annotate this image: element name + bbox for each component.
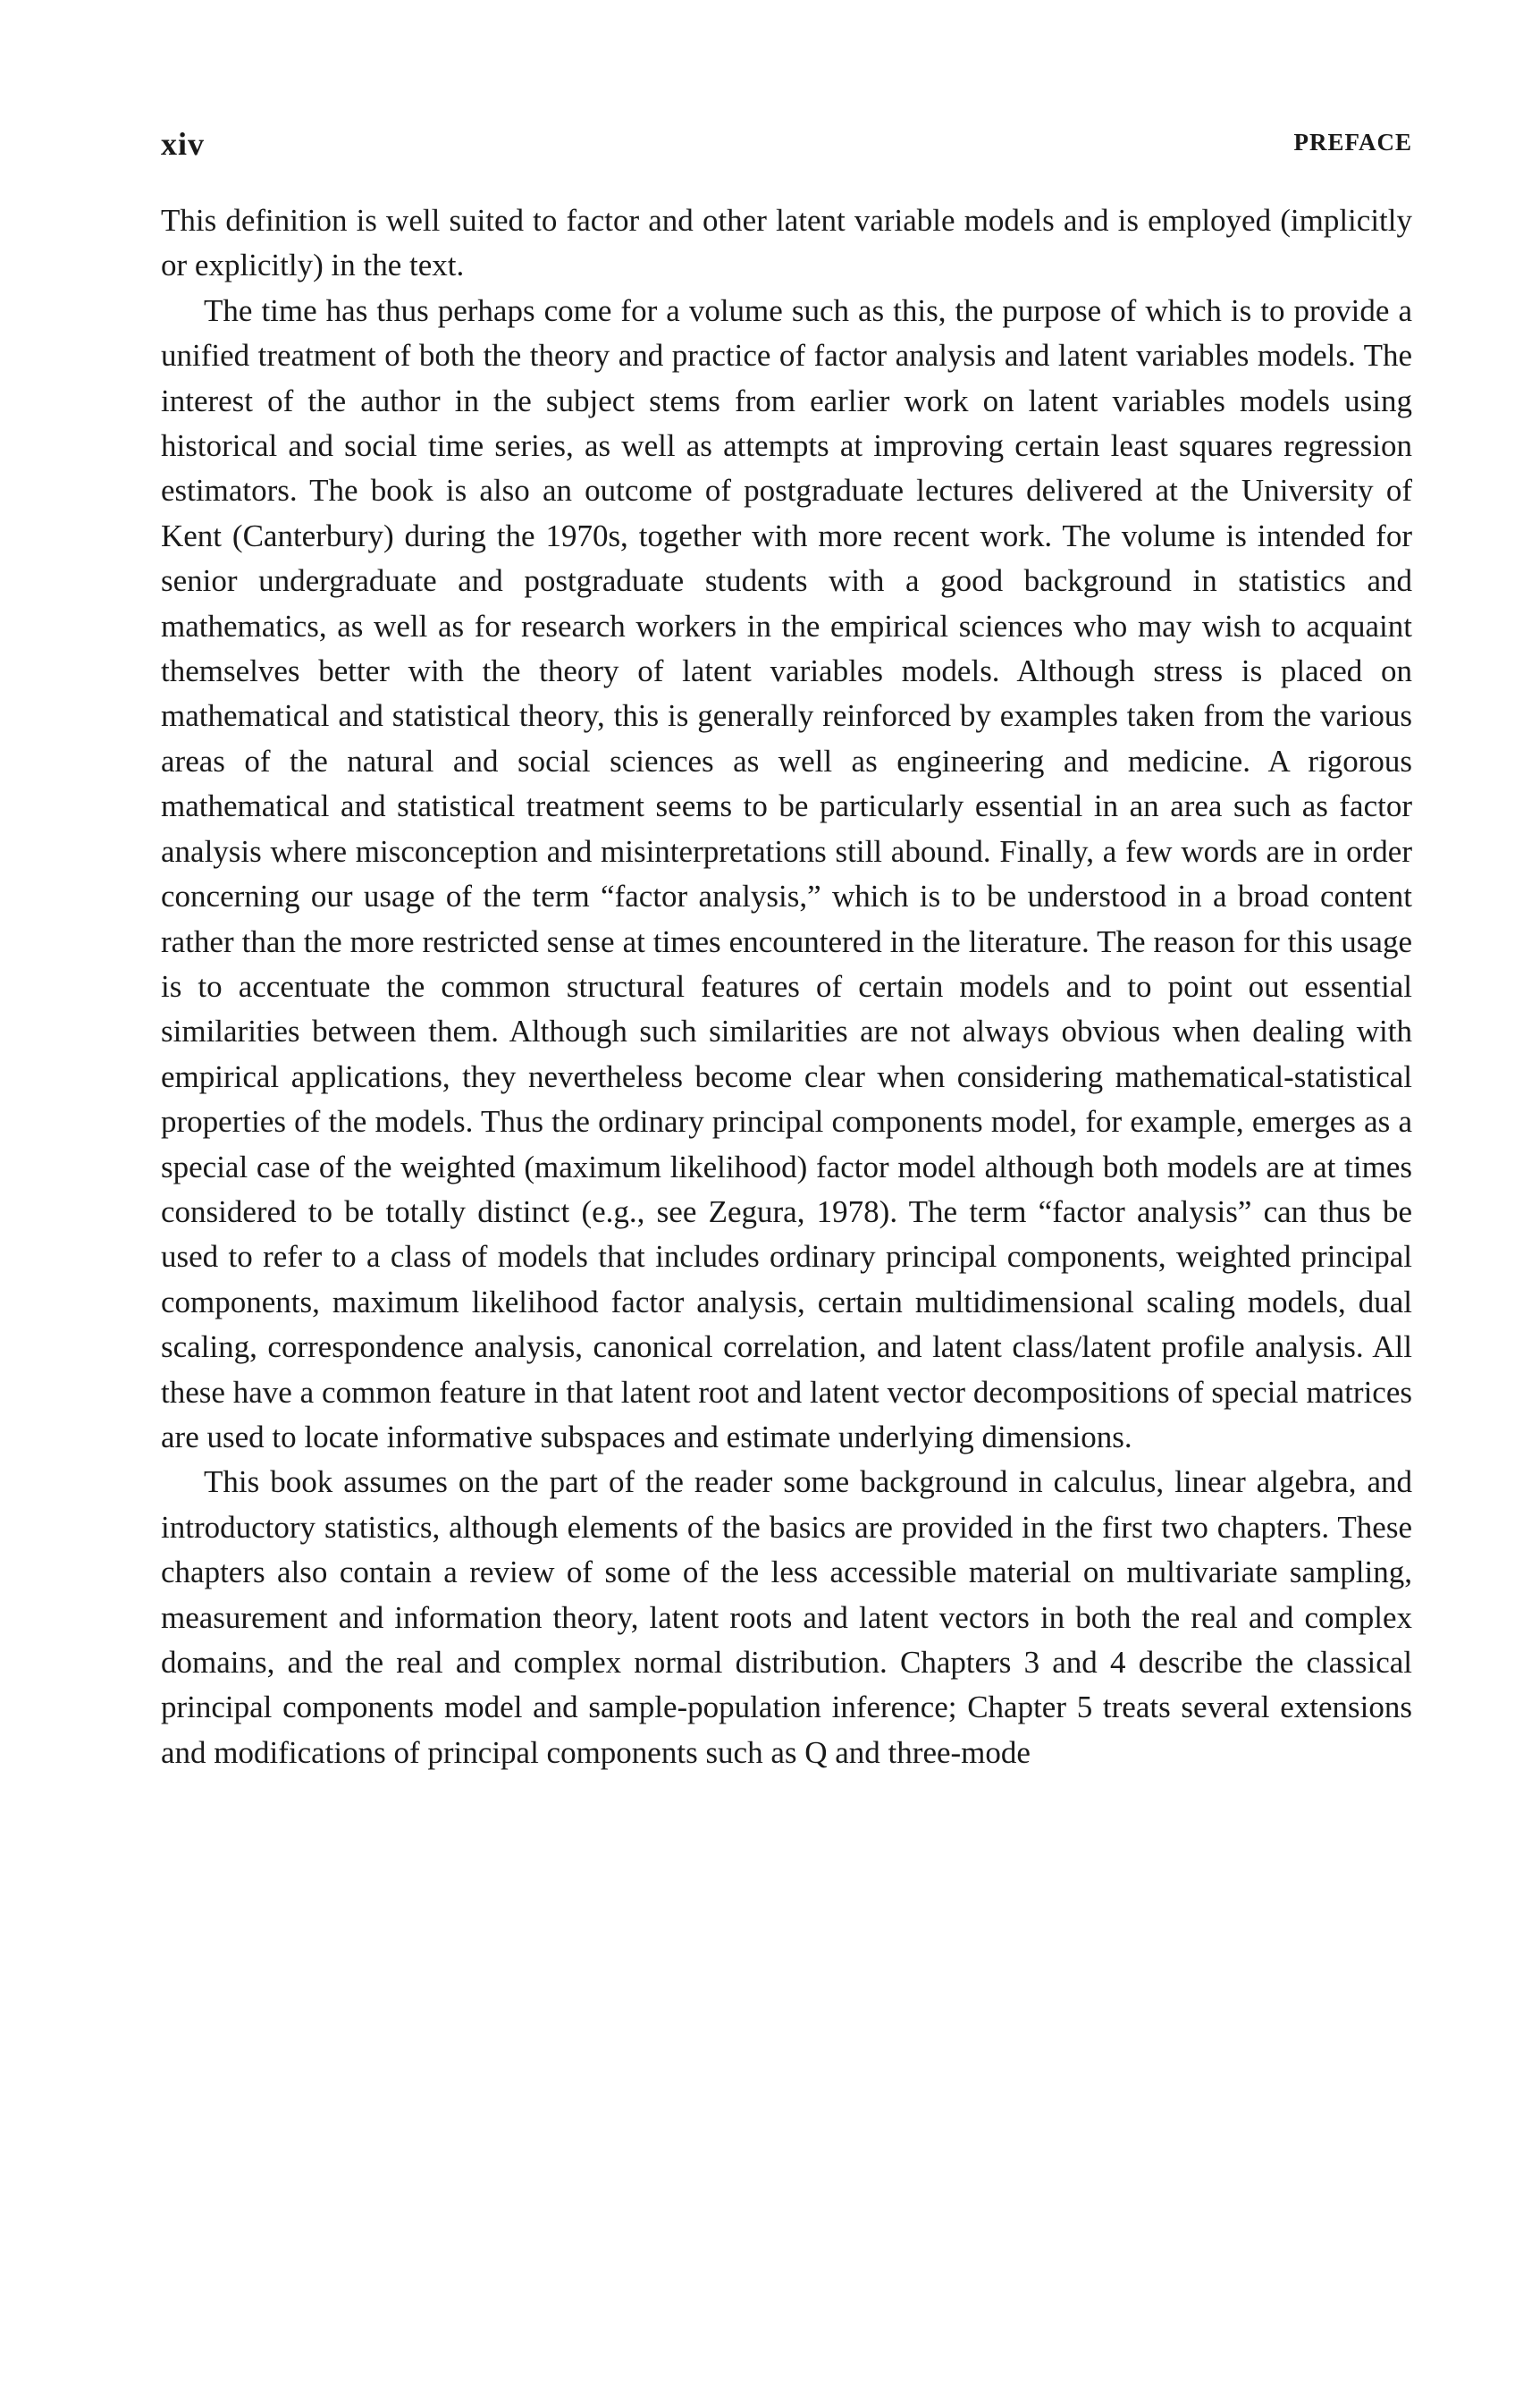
paragraph-prerequisites: This book assumes on the part of the reader some background in calculus, linear algebra, and introductory statistics, although elements of the basics are provided in the first two chapters. These chapters also contain a review of some of the less accessible material on multivariate sampling, measurement and information theory, latent roots and latent vectors in both the real and complex domains, and the real and complex normal distribution. Chapters 3 and 4 describe the classical principal components model and sample-population inference; Chapter 5 treats several extensions and modifications of principal components such as Q and three-mode bbox=[161, 1464, 1412, 1770]
page-number: xiv bbox=[161, 126, 206, 162]
running-head bbox=[161, 125, 1412, 179]
paragraph-purpose: The time has thus perhaps come for a volume such as this, the purpose of which is to provide a unified treatment of both the theory and practice of factor analysis and latent variables models. The interest of the author in the subject stems from earlier work on latent variables models using historical and social time series, as well as attempts at improving certain least squares regression estimators. The book is also an outcome of postgraduate lectures delivered at the University of Kent (Canterbury) during the 1970s, together with more recent work. The volume is intended for senior undergraduate and postgraduate students with a good background in statistics and mathematics, as well as for research workers in the empirical sciences who may wish to acquaint themselves better with the theory of latent variables models. Although stress is placed on mathematical and statistical theory, this is generally reinforced by examples taken from the various areas of the natural and social sciences as well as engineering and medicine. A rigorous mathematical and statistical treatment seems to be particularly essential in an area such as factor analysis where misconception and misinterpretations still abound. Finally, a few words are in order concerning our usage of the term “factor analysis,” which is to be understood in a broad content rather than the more restricted sense at times encountered in the literature. The reason for this usage is to accentuate the common structural features of certain models and to point out essential similarities between them. Although such similarities are not always obvious when dealing with empirical applications, they nevertheless become clear when considering mathematical-statistical properties of the models. Thus the ordinary principal components model, for example, emerges as a special case of the weighted (maximum likelihood) factor model although both models are at times considered to be totally distinct (e.g., see Zegura, 1978). The term “factor analysis” can thus be used to refer to a class of models that includes ordinary principal components, weighted principal components, maximum likelihood factor analysis, certain multidimensional scaling models, dual scaling, correspondence analysis, canonical correlation, and latent class/latent profile analysis. All these have a common feature in that latent root and latent vector decompositions of special matrices are used to locate informative subspaces and estimate underlying dimensions. bbox=[161, 292, 1412, 1454]
section-title: PREFACE bbox=[1293, 129, 1412, 156]
book-page bbox=[161, 125, 1412, 1775]
body-text bbox=[161, 198, 1412, 1775]
paragraph-definition-continuation: This definition is well suited to factor and other latent variable models and is employed (implicitly or explicitly) in the text. bbox=[161, 203, 1412, 283]
